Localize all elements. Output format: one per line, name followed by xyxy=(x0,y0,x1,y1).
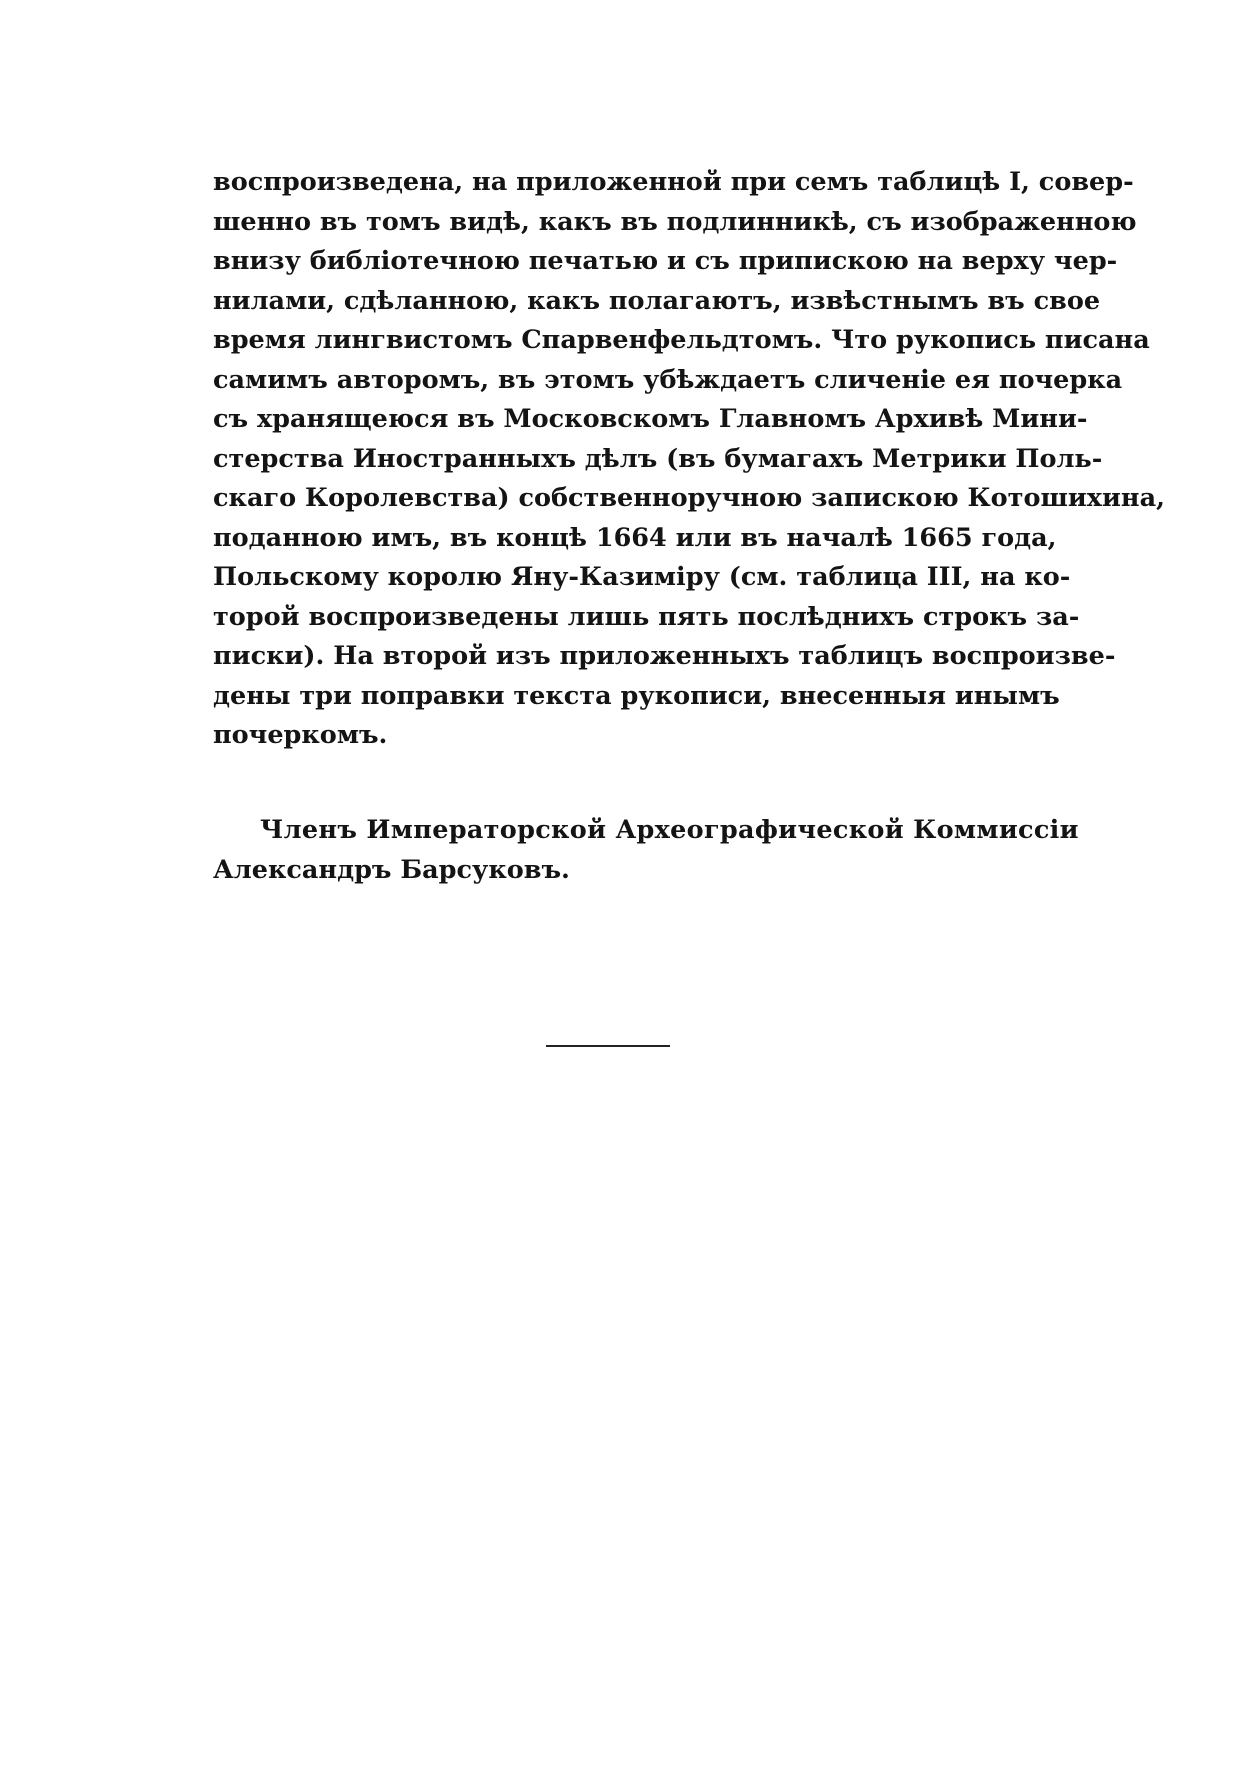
paragraph-line: шенно въ томъ видѣ, какъ въ подлинникѣ, съ изображенною xyxy=(213,206,1137,237)
paragraph-line: писки). На второй изъ приложенныхъ таблицъ воспроизве- xyxy=(213,641,1116,671)
signature-block xyxy=(213,811,1079,890)
paragraph-line: поданною имъ, въ концѣ 1664 или въ началѣ 1665 года, xyxy=(213,522,1057,553)
body-paragraph xyxy=(213,163,1165,756)
paragraph-line: скаго Королевства) собственноручною запискою Котошихина, xyxy=(213,483,1165,513)
signature-title: Членъ Императорской Археографической Коммиссіи xyxy=(260,815,1079,845)
paragraph-line: дены три поправки текста рукописи, внесенныя инымъ xyxy=(213,680,1060,711)
paragraph-line: торой воспроизведены лишь пять послѣднихъ строкъ за- xyxy=(213,601,1080,632)
paragraph-line: время лингвистомъ Спарвенфельдтомъ. Что рукопись писана xyxy=(213,325,1150,355)
paragraph-line: нилами, сдѣланною, какъ полагаютъ, извѣстнымъ въ свое xyxy=(213,285,1101,316)
paragraph-line: съ хранящеюся въ Московскомъ Главномъ Архивѣ Мини- xyxy=(213,404,1088,434)
paragraph-line: самимъ авторомъ, въ этомъ убѣждаетъ сличеніе ея почерка xyxy=(213,364,1123,395)
paragraph-line: стерства Иностранныхъ дѣлъ (въ бумагахъ Метрики Поль- xyxy=(213,443,1103,474)
section-divider xyxy=(546,1045,670,1047)
paragraph-line: почеркомъ. xyxy=(213,720,388,750)
paragraph-line: внизу библіотечною печатью и съ припискою на верху чер- xyxy=(213,246,1118,276)
paragraph-line: Польскому королю Яну-Казиміру (см. таблица III, на ко- xyxy=(213,562,1071,592)
paragraph-line: воспроизведена, на приложенной при семъ таблицѣ I, совер- xyxy=(213,167,1134,197)
signature-name: Александръ Барсуковъ. xyxy=(213,854,570,885)
